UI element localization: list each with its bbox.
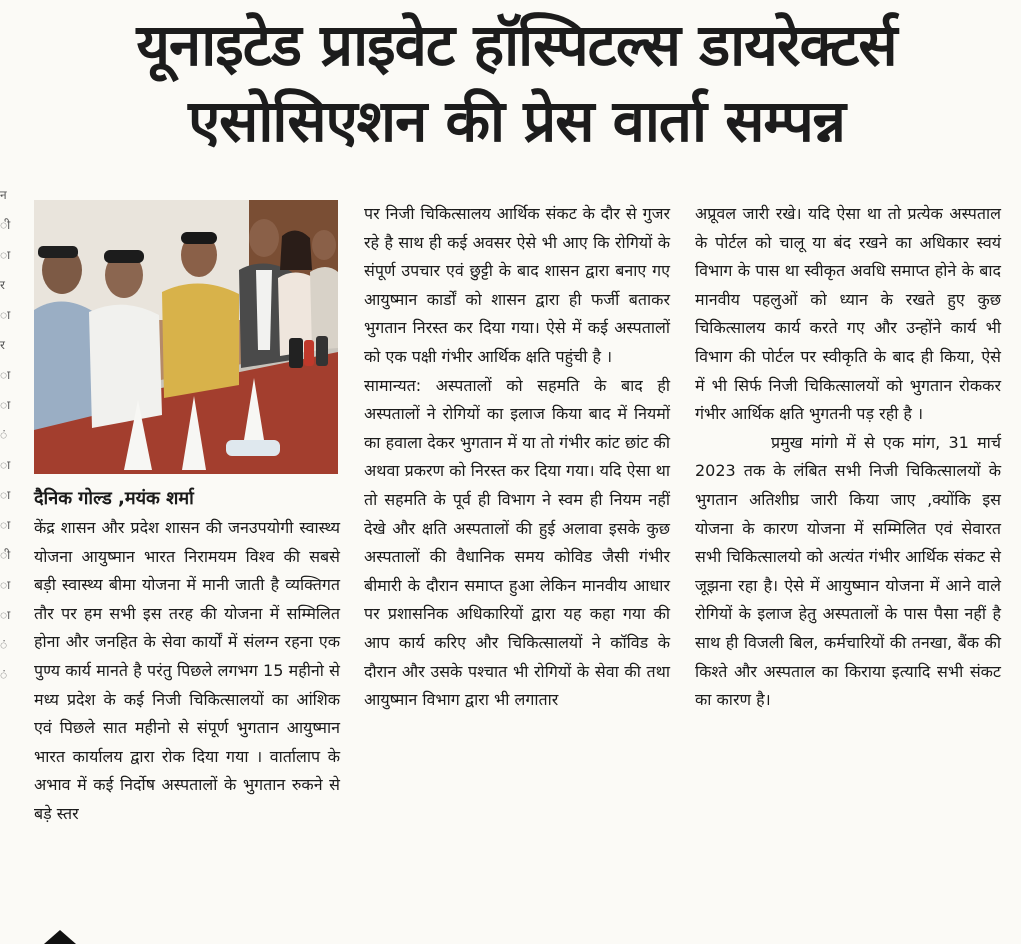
gutter-char: ा (0, 518, 11, 532)
gutter-char: ा (0, 368, 11, 382)
headline-line-1: यूनाइटेड प्राइवेट हॉस्पिटल्स डायरेक्टर्स (136, 11, 897, 79)
gutter-char: ी (0, 218, 11, 232)
column-3-paragraph-2: प्रमुख मांगो में से एक मांग, 31 मार्च 2023 तक के लंबित सभी निजी चिकित्सालयों के भुगतान अतिशीघ्र जारी किया जाए ,क्योंकि इस योजना के कारण योजना में सम्मिलित एवं सेवारत सभी चिकित्सालयो को अत्यंत गंभीर आर्थिक संकट से जूझना रहा है। ऐसे में आयुष्मान योजना में आने वाले रोगियों के इलाज हेतु अस्पतालों के पास पैसा नहीं है साथ ही विजली बिल, कर्मचारियों की तनखा, बैंक की किश्ते और अस्पताल का किराया इत्यादि सभी संकट का कारण है। (695, 432, 1001, 710)
column-3-paragraph-1: अप्रूवल जारी रखे। यदि ऐसा था तो प्रत्येक अस्पताल के पोर्टल को चालू या बंद रखने का अधिकार स्वयं विभाग के पास था स्वीकृत अवधि समाप्त होने के बाद मानवीय पहलुओं को ध्यान के रखते हुए कुछ चिकित्सालय कार्य करते गए और उन्होंने कार्य भी विभाग की पोर्टल पर स्वीकृति के बाद ही किया, ऐसे में भी सिर्फ निजी चिकित्सालयों को भुगतान रोककर गंभीर आर्थिक क्षति भुगतनी पड़ रही है । (695, 204, 1001, 424)
gutter-char: ा (0, 578, 11, 592)
gutter-char: ं (0, 638, 8, 652)
gutter-char: ं (0, 428, 8, 442)
headline (24, 8, 1009, 160)
gutter-char: र (0, 278, 5, 292)
column-2-paragraph-2: सामान्यत: अस्पतालों को सहमति के बाद ही अस्पतालों ने रोगियों का इलाज किया बाद में नियमों का हवाला देकर भुगतान में या तो गंभीर कांट छांट की अथवा प्रकरण को निरस्त कर दिया गया। यदि ऐसा था तो सहमति के पूर्व ही विभाग ने स्वम ही नियम नहीं देखे और क्षति अस्पतालों की हुई अलावा इसके कुछ अस्पतालों की वैधानिक समय कोविड जैसी गंभीर बीमारी के दौरान समाप्त हुआ लेकिन मानवीय आधार पर प्रशासनिक अधिकारियों द्वारा यह कहा गया की आप कार्य करिए और चिकित्सालयों ने कॉविड के दौरान और उसके पश्चात भी रोगियों के सेवा की तथा आयुष्मान विभाग द्वारा भी लगातार (364, 375, 670, 710)
column-2-paragraph-1: पर निजी चिकित्सालय आर्थिक संकट के दौर से गुजर रहे है साथ ही कई अवसर ऐसे भी आए कि रोगियों के संपूर्ण उपचार एवं छुट्टी के बाद शासन द्वारा बनाए गए आयुष्मान कार्डों को शासन द्वारा ही फर्जी बताकर भुगतान निरस्त कर दिया गया। ऐसे में कई अस्पतालों को एक पक्षी गंभीर आर्थिक क्षति पहुंची है । (364, 204, 670, 366)
headline-line-2: एसोसिएशन की प्रेस वार्ता सम्पन्न (188, 87, 845, 155)
article-column-3 (695, 200, 1001, 715)
gutter-char: ा (0, 398, 11, 412)
adjacent-column-fragment (0, 180, 12, 880)
column-1-paragraph: केंद्र शासन और प्रदेश शासन की जनउपयोगी स्वास्थ्य योजना आयुष्मान भारत निरामयम विश्व की सबसे बड़ी स्वास्थ्य बीमा योजना में मानी जाती है व्यक्तिगत तौर पर हम सभी इस तरह की योजना में सम्मिलित होना और जनहित के सेवा कार्यों में संलग्न रहना एक पुण्य कार्य मानते है परंतु पिछले लगभग 15 महीनो से मध्य प्रदेश के कई निजी चिकित्सालयों का आंशिक एवं पिछले सात महीनो से संपूर्ण भुगतान आयुष्मान भारत कार्यालय द्वारा रोक दिया गया । वार्तालाप के अभाव में कई निर्दोष अस्पतालों के भुगतान रुकने से बड़े स्तर (34, 518, 340, 823)
gutter-char: ी (0, 548, 11, 562)
press-conference-photo (34, 200, 338, 474)
gutter-char: र (0, 338, 5, 352)
photo-illustration (34, 200, 338, 474)
article-column-2 (364, 200, 670, 715)
gutter-char: न (0, 188, 7, 202)
gutter-char: ं (0, 668, 8, 682)
gutter-char: ा (0, 488, 11, 502)
byline: दैनिक गोल्ड ,मयंक शर्मा (34, 488, 194, 509)
gutter-char: ा (0, 458, 11, 472)
gutter-char: ा (0, 248, 11, 262)
gutter-char: ा (0, 608, 11, 622)
gutter-char: ा (0, 308, 11, 322)
page-corner-mark (44, 930, 76, 944)
article-column-1 (34, 514, 340, 829)
